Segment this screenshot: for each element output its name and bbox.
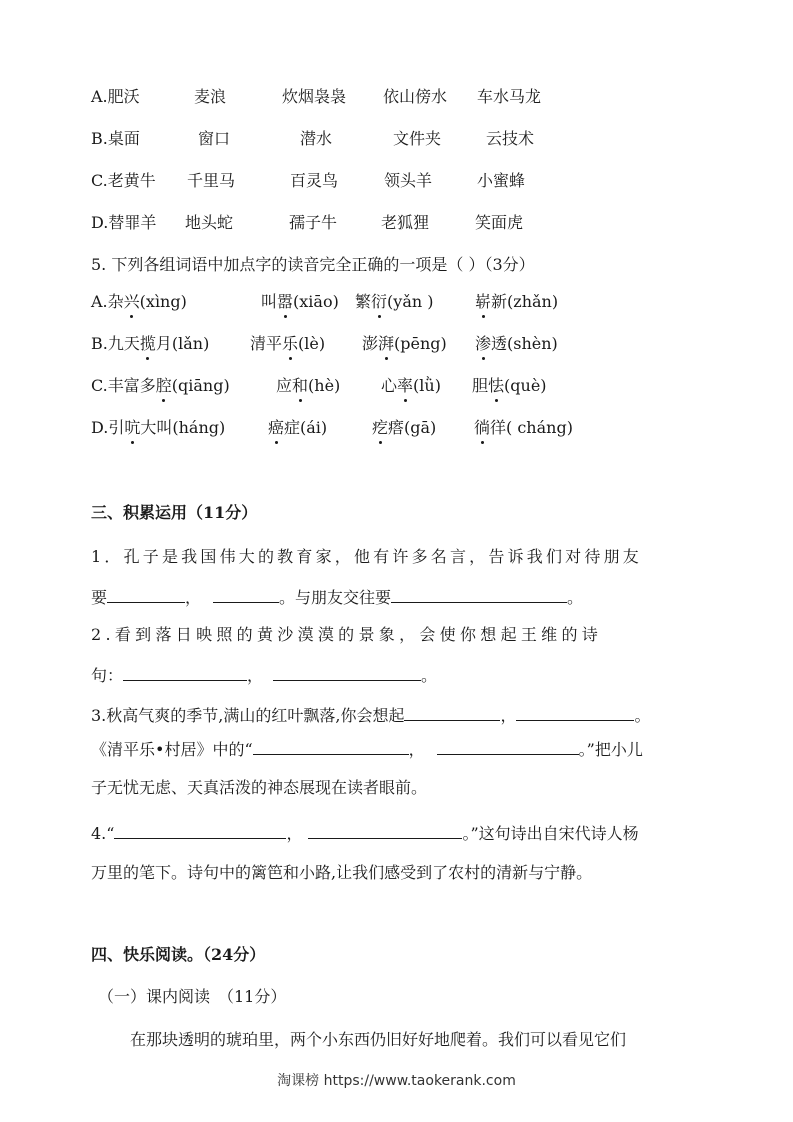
section-heading: 四、快乐阅读。（24分） xyxy=(91,945,266,964)
option-word: 依山傍水 xyxy=(383,87,448,106)
dotted-char: 率 xyxy=(397,376,414,395)
answer-blank[interactable] xyxy=(273,664,421,681)
text: 要 xyxy=(91,588,108,607)
q3-line-2 xyxy=(91,738,643,761)
q5-stem: 5. 下列各组词语中加点字的读音完全正确的一项是（ ）（3分） xyxy=(91,255,535,274)
pinyin-item: 叫嚣(xiāo) xyxy=(261,292,339,311)
q4-line-1 xyxy=(91,822,639,845)
pinyin-item: 繁衍(yǎn ) xyxy=(355,292,434,311)
text: ， xyxy=(185,588,202,607)
reading-paragraph: 在那块透明的琥珀里，两个小东西仍旧好好地爬着。我们可以看见它们 xyxy=(130,1030,627,1049)
text: ， xyxy=(408,740,425,759)
option-word: 百灵鸟 xyxy=(290,171,339,190)
option-word: 车水马龙 xyxy=(477,87,542,106)
option-label: A.肥沃 xyxy=(91,87,140,106)
text: 。”把小儿 xyxy=(578,740,643,759)
pinyin-item: D.引吭大叫(háng) xyxy=(91,418,226,437)
option-word: 地头蛇 xyxy=(185,213,234,232)
subsection-title: （一）课内阅读 （11分） xyxy=(98,987,287,1006)
option-label: C.老黄牛 xyxy=(91,171,156,190)
option-word: 炊烟袅袅 xyxy=(282,87,347,106)
answer-blank[interactable] xyxy=(391,586,567,603)
text: 。 xyxy=(567,588,584,607)
dotted-char: 怯 xyxy=(488,376,505,395)
text: 4.“ xyxy=(91,824,115,843)
dotted-char: 腔 xyxy=(155,376,172,395)
option-label: B.桌面 xyxy=(91,129,140,148)
dotted-char: 衍 xyxy=(371,292,388,311)
answer-blank[interactable] xyxy=(308,822,462,839)
answer-blank[interactable] xyxy=(114,822,286,839)
pinyin-item: A.杂兴(xìng) xyxy=(91,292,187,311)
dotted-char: 徜 xyxy=(474,418,491,437)
pinyin-item: 徜徉( cháng) xyxy=(474,418,573,437)
dotted-char: 吭 xyxy=(124,418,141,437)
question-text: 1．孔子是我国伟大的教育家，他有许多名言，告诉我们对待朋友 xyxy=(91,547,642,566)
dotted-char: 崭 xyxy=(475,292,492,311)
option-word: 文件夹 xyxy=(393,129,442,148)
text: 《清平乐•村居》中的“ xyxy=(91,740,253,759)
pinyin-item: 胆怯(què) xyxy=(472,376,547,395)
dotted-char: 兴 xyxy=(123,292,140,311)
dotted-char: 癌 xyxy=(268,418,285,437)
answer-blank[interactable] xyxy=(516,704,634,721)
q1-line-2 xyxy=(91,586,583,609)
text: 。”这句诗出自宋代诗人杨 xyxy=(462,824,639,843)
answer-blank[interactable] xyxy=(404,704,500,721)
answer-blank[interactable] xyxy=(213,586,279,603)
dotted-char: 渗 xyxy=(475,334,492,353)
pinyin-item: 渗透(shèn) xyxy=(475,334,558,353)
option-label: D.替罪羊 xyxy=(91,213,157,232)
q3-line-1 xyxy=(91,704,650,727)
pinyin-item: 疙瘩(gā) xyxy=(372,418,437,437)
option-word: 麦浪 xyxy=(194,87,227,106)
pinyin-item: B.九天揽月(lǎn) xyxy=(91,334,210,353)
option-word: 小蜜蜂 xyxy=(477,171,526,190)
text: 。 xyxy=(634,706,651,725)
q3-line-3: 子无忧无虑、天真活泼的神态展现在读者眼前。 xyxy=(91,778,428,797)
section-heading: 三、积累运用（11分） xyxy=(91,503,258,522)
q1-line-1 xyxy=(91,546,702,568)
option-word: 笑面虎 xyxy=(475,213,524,232)
pinyin-item: C.丰富多腔(qiāng) xyxy=(91,376,230,395)
text: ， xyxy=(247,666,264,685)
option-word: 千里马 xyxy=(187,171,236,190)
option-word: 云技术 xyxy=(486,129,535,148)
dotted-char: 湃 xyxy=(378,334,395,353)
option-word: 老狐狸 xyxy=(381,213,430,232)
answer-blank[interactable] xyxy=(437,738,579,755)
answer-blank[interactable] xyxy=(107,586,185,603)
q2-line-1: 2.看到落日映照的黄沙漠漠的景象，会使你想起王维的诗 xyxy=(91,625,603,644)
q2-line-2 xyxy=(91,664,437,687)
option-word: 潜水 xyxy=(300,129,333,148)
dotted-char: 嚣 xyxy=(277,292,294,311)
answer-blank[interactable] xyxy=(253,738,409,755)
pinyin-item: 清平乐(lè) xyxy=(250,334,326,353)
dotted-char: 乐 xyxy=(282,334,299,353)
pinyin-item: 崭新(zhǎn) xyxy=(475,292,559,311)
text: ， xyxy=(286,824,303,843)
answer-blank[interactable] xyxy=(123,664,247,681)
pinyin-item: 应和(hè) xyxy=(276,376,341,395)
dotted-char: 揽 xyxy=(139,334,156,353)
text: 。 xyxy=(421,666,438,685)
text: 3.秋高气爽的季节,满山的红叶飘落,你会想起 xyxy=(91,706,405,725)
option-word: 窗口 xyxy=(198,129,231,148)
option-word: 孺子牛 xyxy=(289,213,338,232)
pinyin-item: 澎湃(pēng) xyxy=(362,334,447,353)
q4-line-2: 万里的笔下。诗句中的篱笆和小路,让我们感受到了农村的清新与宁静。 xyxy=(91,863,593,882)
text: ， xyxy=(500,706,517,725)
text: 句： xyxy=(91,666,124,685)
pinyin-item: 癌症(ái) xyxy=(268,418,328,437)
footer-watermark: 淘课榜 https://www.taokerank.com xyxy=(277,1073,516,1089)
dotted-char: 疙 xyxy=(372,418,389,437)
pinyin-item: 心率(lǜ) xyxy=(381,376,441,395)
text: 。与朋友交往要 xyxy=(279,588,392,607)
dotted-char: 和 xyxy=(292,376,309,395)
option-word: 领头羊 xyxy=(384,171,433,190)
